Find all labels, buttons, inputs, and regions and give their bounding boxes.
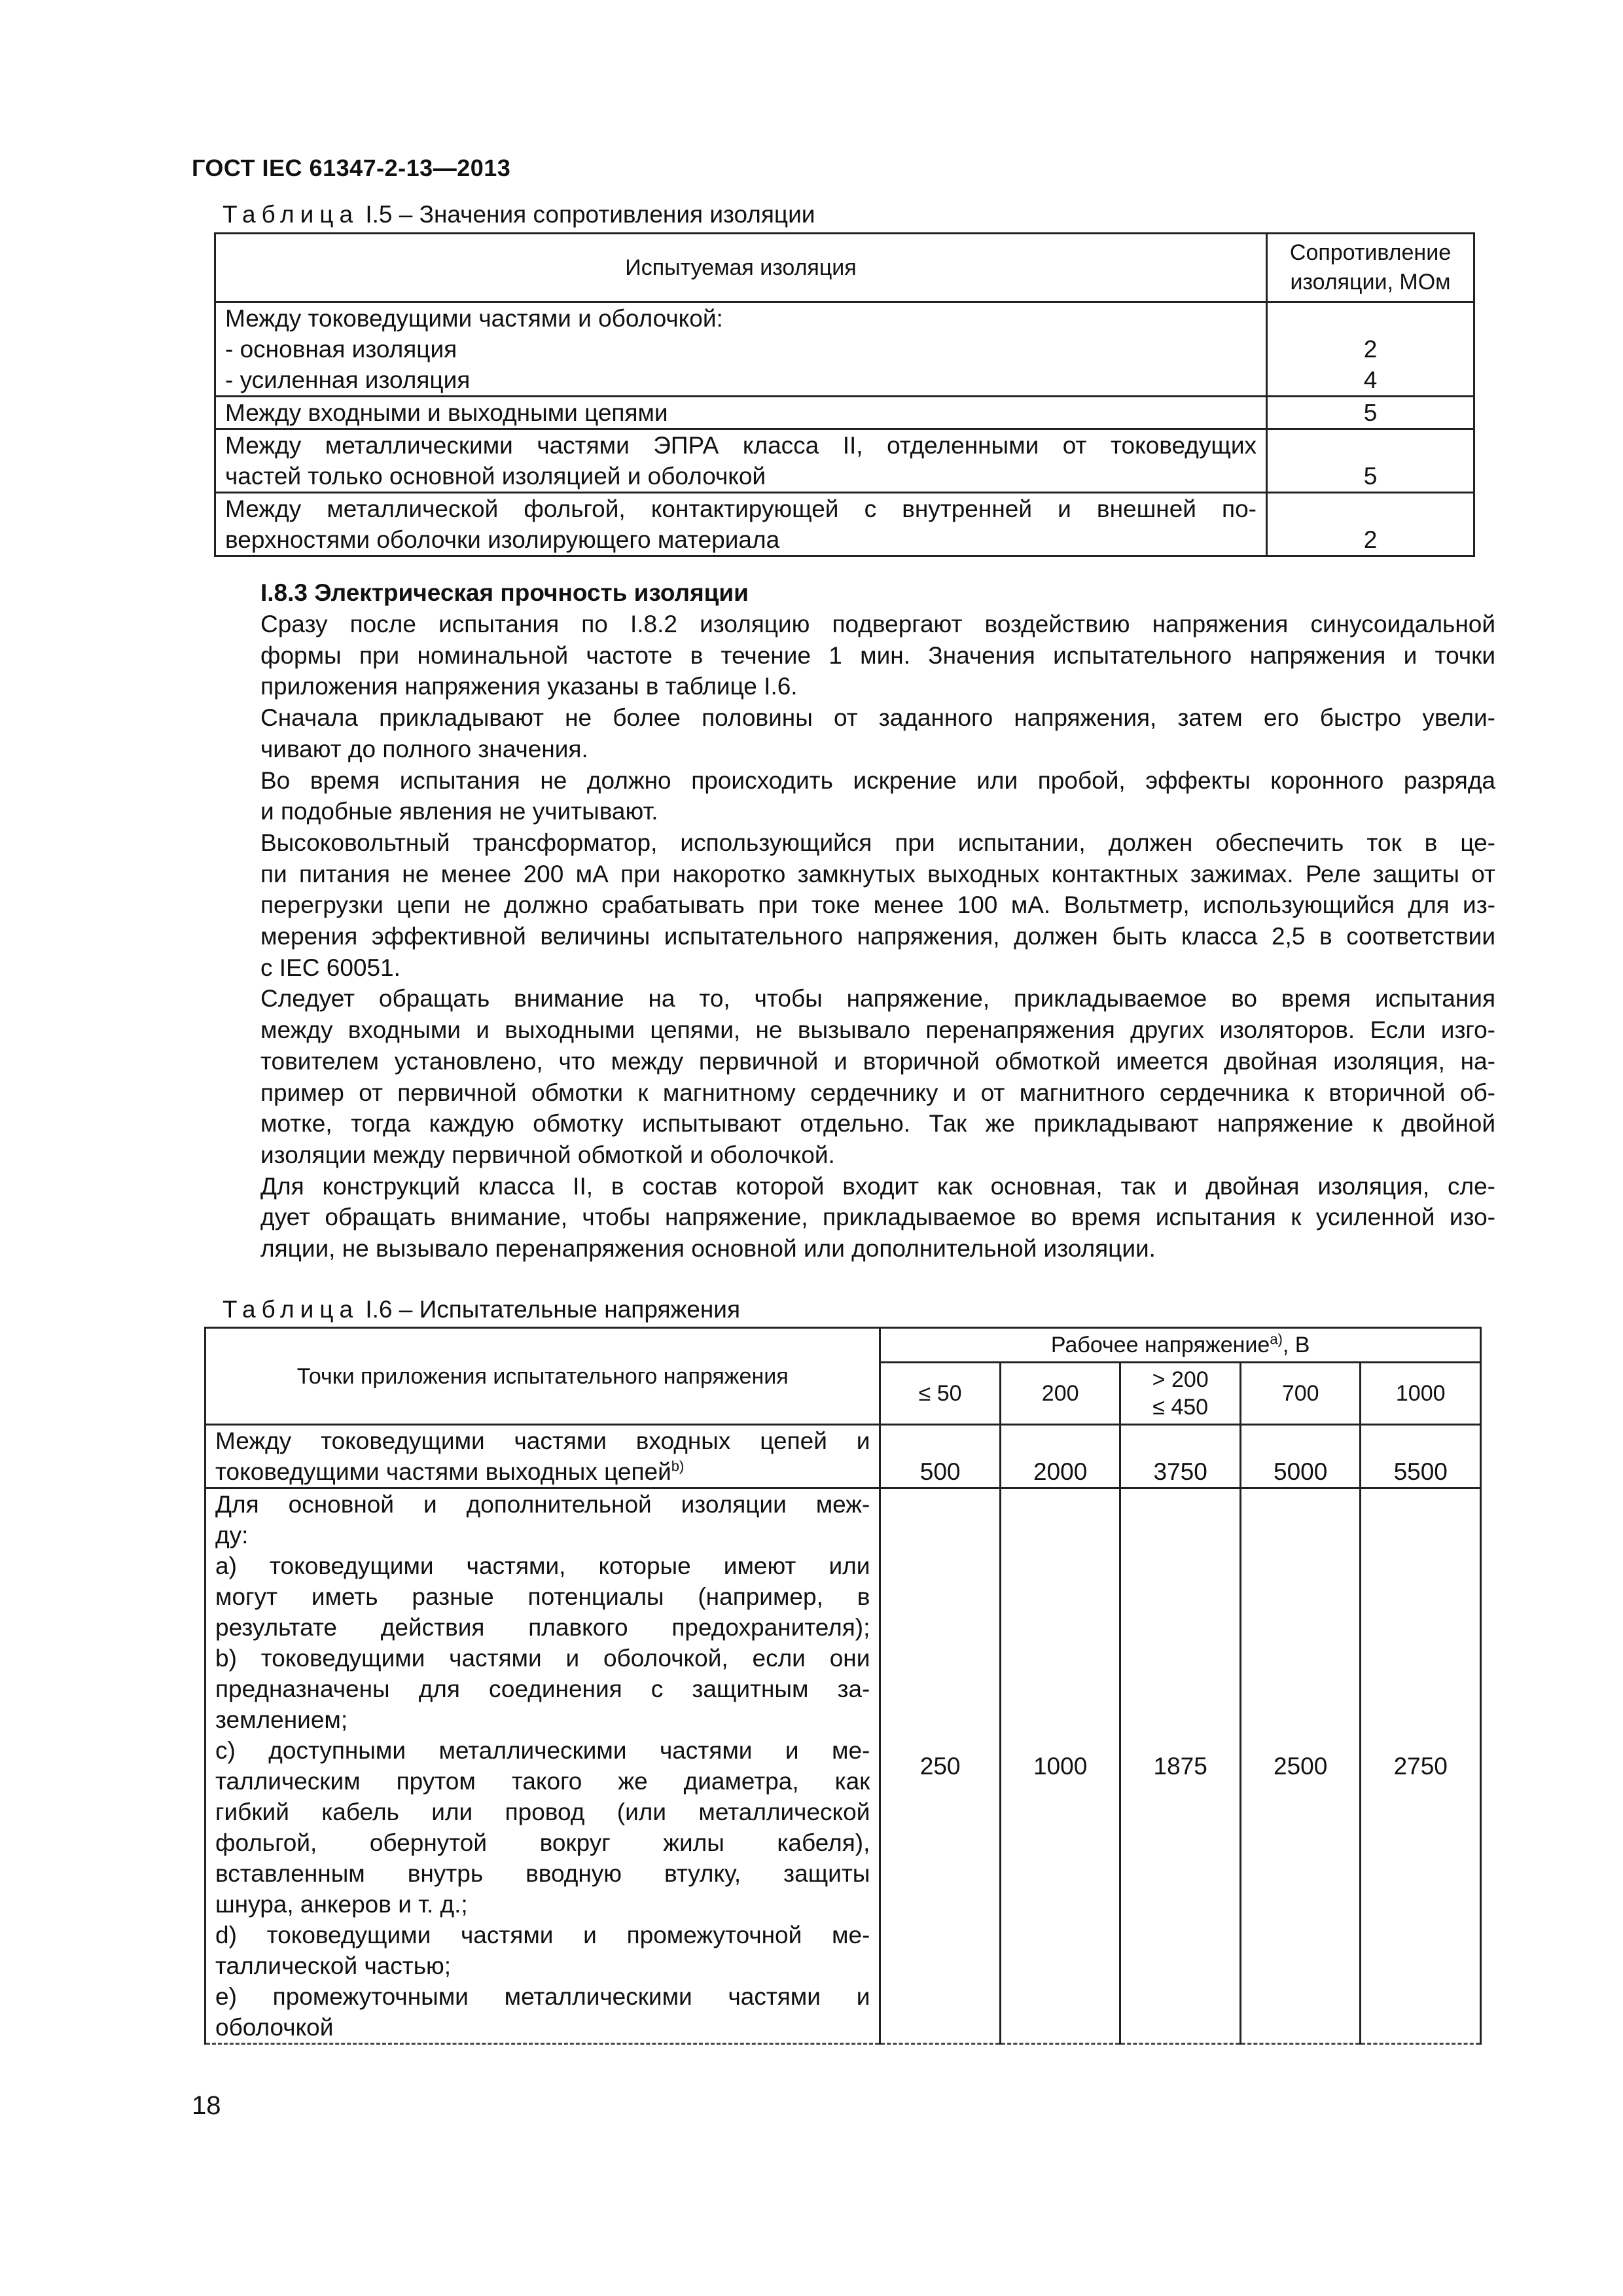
paragraph [192, 765, 1495, 827]
row-text-line: таллическим прутом такого же диаметра, как [215, 1768, 870, 1795]
row-text-line: предназначены для соединения с защитным за- [215, 1676, 870, 1702]
text-line: ляции, не вызывало перенапряжения основной или дополнительной изоляции. [260, 1235, 1156, 1263]
table-row [215, 397, 1474, 429]
row-text-line: вставленным внутрь вводную втулку, защиты [215, 1860, 870, 1887]
group-header-text: Рабочее напряжение [1050, 1333, 1270, 1357]
row-text-line: Между металлическими частями ЭПРА класса II, отделенными от токоведущих [225, 432, 1257, 459]
table5-caption-word: Таблица [223, 201, 359, 228]
text-line: дует обращать внимание, чтобы напряжение, прикладываемое во время испытания к усиленной изо- [260, 1204, 1495, 1231]
text-line: Сразу после испытания по I.8.2 изоляцию подвергают воздействию напряжения синусоидальной [260, 611, 1495, 637]
cell-value: 1875 [1120, 1488, 1241, 2044]
text-line: Во время испытания не должно происходить искрение или пробой, эффекты коронного разряда [260, 766, 1495, 794]
section-body [192, 609, 1495, 1265]
table-row [215, 302, 1474, 397]
cell-value: 1000 [1000, 1488, 1120, 2044]
text-line: перегрузки цепи не должно срабатывать при токе менее 100 мА. Вольтметр, использующийся для из- [260, 891, 1495, 919]
column-header-resistance-line1: Сопротивление [1289, 240, 1452, 265]
row-text-line: токоведущими частями выходных цепей [215, 1458, 671, 1485]
text-line: Для конструкций класса II, в состав которой входит как основная, так и двойная изоляция, сле- [260, 1172, 1495, 1200]
column-header-le50: ≤ 50 [880, 1363, 1001, 1425]
text-line: Сначала прикладывают не более половины от заданного напряжения, затем его быстро увели- [260, 704, 1495, 732]
row-text-line: гибкий кабель или провод (или металлической [215, 1799, 870, 1825]
row-value: 5 [1267, 429, 1474, 493]
column-header-line: > 200 [1152, 1367, 1209, 1392]
row-text-line: верхностями оболочки изолирующего материала [225, 526, 780, 553]
text-line: чивают до полного значения. [260, 735, 588, 762]
insulation-resistance-table [214, 232, 1475, 557]
document-header: ГОСТ IEC 61347-2-13—2013 [192, 154, 511, 181]
text-line: мотке, тогда каждую обмотку испытывают отдельно. Так же прикладывают напряжение к двойной [260, 1110, 1495, 1138]
column-header-insulation: Испытуемая изоляция [215, 234, 1267, 302]
row-description: Между входными и выходными цепями [215, 397, 1267, 429]
row-text-line: d) токоведущими частями и промежуточной ме- [215, 1922, 870, 1948]
table6-caption-text: I.6 – Испытательные напряжения [365, 1296, 740, 1323]
row-description [215, 429, 1267, 493]
row-text-line: Между токоведущими частями входных цепей и [215, 1427, 870, 1454]
paragraph [192, 702, 1495, 764]
cell-value: 5500 [1361, 1425, 1481, 1488]
table5-caption-text: I.5 – Значения сопротивления изоляции [365, 201, 815, 228]
text-line: мерения эффективной величины испытательного напряжения, должен быть класса 2,5 в соответствии [260, 923, 1495, 950]
text-line: Следует обращать внимание на то, чтобы напряжение, прикладываемое во время испытания [260, 985, 1495, 1013]
row-text-line: Для основной и дополнительной изоляции меж- [215, 1491, 870, 1518]
cell-value: 5000 [1240, 1425, 1361, 1488]
paragraph [192, 827, 1495, 984]
row-text-line: e) промежуточными металлическими частями и [215, 1983, 870, 2010]
text-line: и подобные явления не учитывают. [260, 798, 658, 825]
column-group-header-working-voltage [880, 1328, 1481, 1363]
test-voltages-table [204, 1327, 1482, 2045]
table6-caption [223, 1296, 740, 1323]
column-header-points: Точки приложения испытательного напряжения [205, 1328, 880, 1425]
row-text-line: - усиленная изоляция [225, 367, 471, 393]
row-text-line: Между токоведущими частями и оболочкой: [225, 305, 723, 332]
footnote-marker: a) [1270, 1331, 1283, 1348]
paragraph [192, 983, 1495, 1170]
table-header-row [205, 1328, 1481, 1363]
row-text-line: b) токоведущими частями и оболочкой, если они [215, 1645, 870, 1672]
column-header-1000: 1000 [1361, 1363, 1481, 1425]
row-value: 2 [1267, 493, 1474, 556]
page-number: 18 [192, 2091, 221, 2120]
value-basic: 2 [1363, 336, 1378, 363]
text-line: формы при номинальной частоте в течение 1 мин. Значения испытательного напряжения и точки [260, 641, 1495, 669]
table5-caption [223, 201, 815, 228]
table-row [205, 1488, 1481, 2044]
row-text-line: Между металлической фольгой, контактирующей с внутренней и внешней по- [225, 495, 1257, 522]
text-line: товителем установлено, что между первичной и вторичной обмоткой имеется двойная изоляция, на- [260, 1047, 1495, 1075]
column-header-700: 700 [1240, 1363, 1361, 1425]
cell-value: 2750 [1361, 1488, 1481, 2044]
row-text-line: могут иметь разные потенциалы (например, в [215, 1583, 870, 1610]
cell-value: 2000 [1000, 1425, 1120, 1488]
text-line: приложения напряжения указаны в таблице I.6. [260, 673, 798, 700]
row-value: 5 [1267, 397, 1474, 429]
row-text-line: - основная изоляция [225, 336, 457, 363]
table-row [215, 429, 1474, 493]
table-row [205, 1425, 1481, 1488]
column-header-200-450 [1120, 1363, 1241, 1425]
column-header-resistance-line2: изоляции, МОм [1290, 270, 1451, 295]
column-header-line: ≤ 450 [1152, 1395, 1209, 1420]
text-line: пример от первичной обмотки к магнитному сердечнику и от магнитного сердечника к вторичной об- [260, 1079, 1495, 1106]
row-text-line: оболочкой [215, 2014, 334, 2041]
row-description [205, 1488, 880, 2044]
row-value [1267, 302, 1474, 397]
text-line: изоляции между первичной обмоткой и оболочкой. [260, 1141, 835, 1168]
row-text-line: землением; [215, 1706, 348, 1733]
table6-caption-word: Таблица [223, 1296, 359, 1323]
row-text-line: таллической частью; [215, 1952, 452, 1979]
text-line: между входными и выходными цепями, не вызывало перенапряжения других изоляторов. Если изго- [260, 1016, 1495, 1044]
row-description [215, 493, 1267, 556]
row-text-line: частей только основной изоляцией и оболочкой [225, 463, 766, 490]
row-text-line: a) токоведущими частями, которые имеют или [215, 1552, 870, 1579]
text-line: пи питания не менее 200 мА при накоротко замкнутых выходных контактных зажимах. Реле защиты от [260, 860, 1495, 888]
cell-value: 250 [880, 1488, 1001, 2044]
row-description [205, 1425, 880, 1488]
row-text-line: шнура, анкеров и т. д.; [215, 1891, 468, 1918]
row-text-line: c) доступными металлическими частями и ме- [215, 1737, 870, 1764]
table-row [215, 493, 1474, 556]
paragraph [192, 609, 1495, 702]
text-line: Высоковольтный трансформатор, использующийся при испытании, должен обеспечить ток в це- [260, 829, 1495, 856]
section-title: I.8.3 Электрическая прочность изоляции [260, 579, 749, 606]
row-text-line: результате действия плавкого предохранителя); [215, 1614, 870, 1641]
text-line: с IEC 60051. [260, 954, 401, 981]
row-description [215, 302, 1267, 397]
column-header-resistance [1267, 234, 1474, 302]
row-text-line: ду: [215, 1522, 249, 1549]
cell-value: 2500 [1240, 1488, 1361, 2044]
cell-value: 500 [880, 1425, 1001, 1488]
footnote-marker: b) [671, 1458, 685, 1475]
value-reinforced: 4 [1363, 367, 1378, 393]
table-header-row [215, 234, 1474, 302]
paragraph [192, 1171, 1495, 1265]
group-header-unit: , В [1282, 1333, 1310, 1357]
cell-value: 3750 [1120, 1425, 1241, 1488]
column-header-200: 200 [1000, 1363, 1120, 1425]
row-text-line: фольгой, обернутой вокруг жилы кабеля), [215, 1829, 870, 1856]
